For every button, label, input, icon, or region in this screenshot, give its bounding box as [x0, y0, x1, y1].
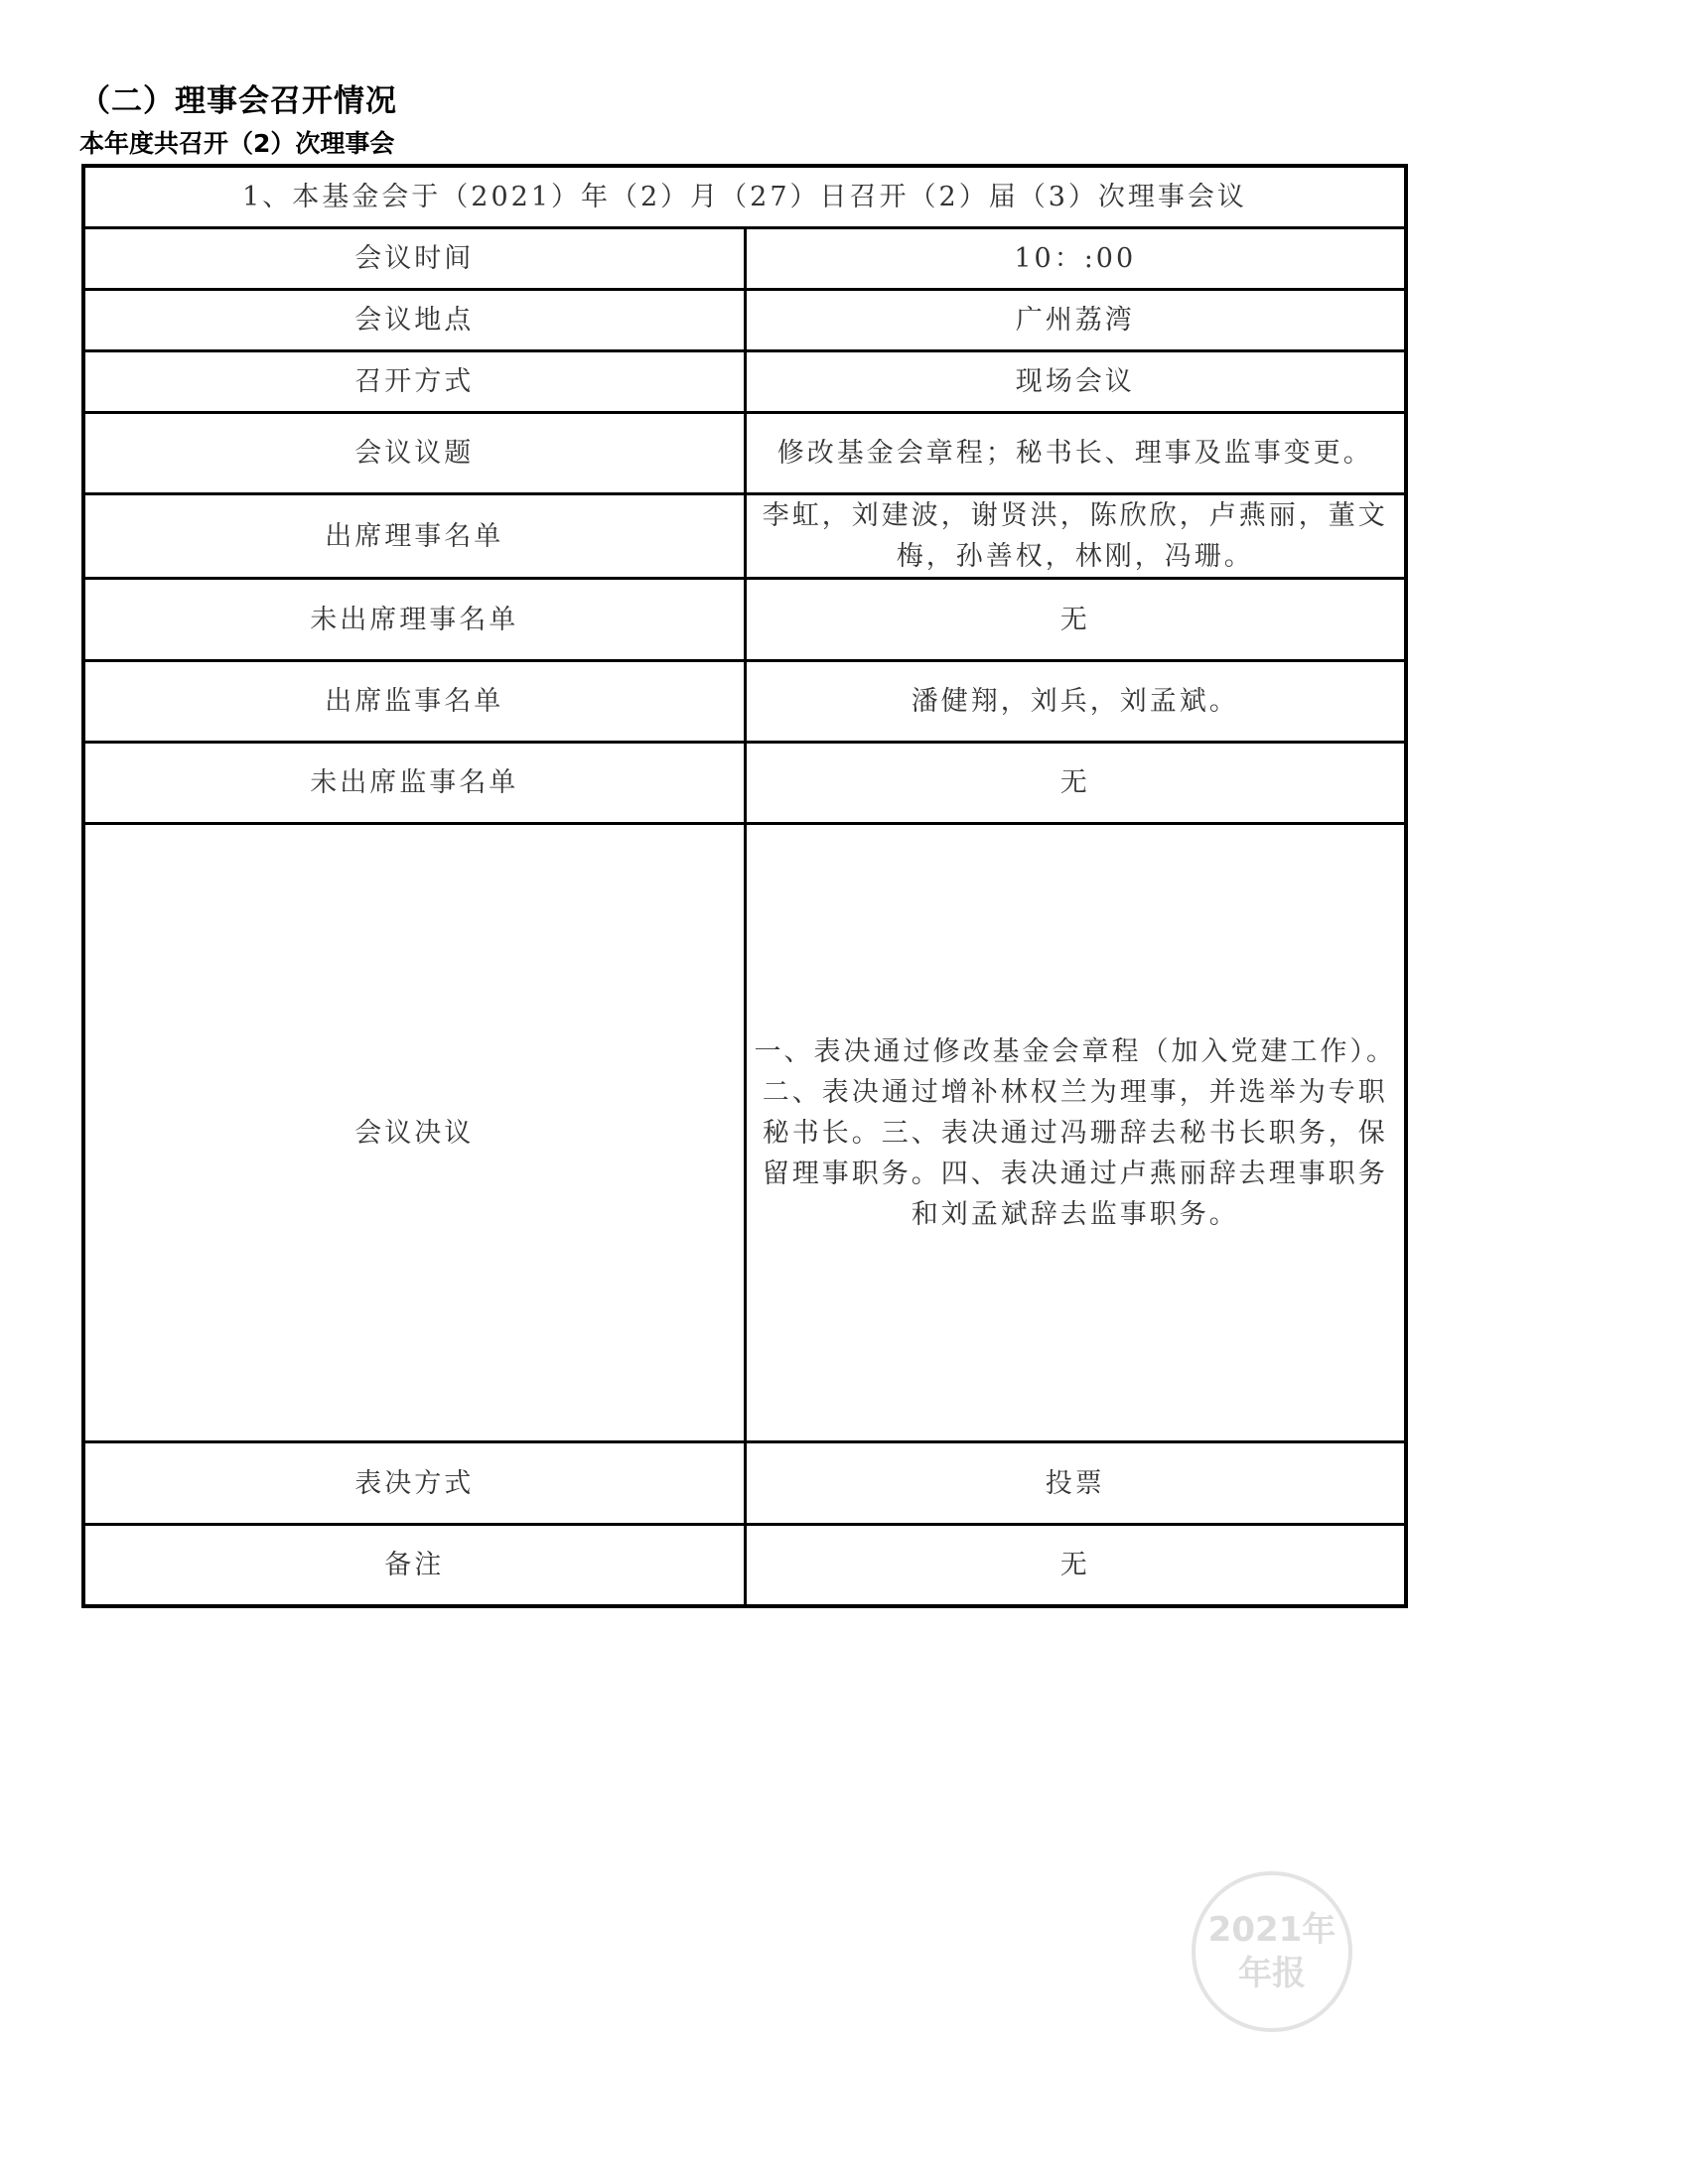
- table-row: [83, 579, 1406, 661]
- table-row: [83, 743, 1406, 824]
- row-label-absent-directors: 未出席理事名单: [83, 579, 745, 661]
- row-label-absent-supervisors: 未出席监事名单: [83, 743, 745, 824]
- row-value-location: 广州荔湾: [745, 290, 1406, 351]
- row-value-absent-supervisors: 无: [745, 743, 1406, 824]
- row-label-format: 召开方式: [83, 351, 745, 413]
- row-label-agenda: 会议议题: [83, 413, 745, 494]
- table-row: [83, 1525, 1406, 1606]
- annual-report-watermark: [1192, 1871, 1352, 2032]
- table-row: [83, 228, 1406, 290]
- row-label-attending-supervisors: 出席监事名单: [83, 661, 745, 743]
- watermark-year: 2021年: [1207, 1910, 1336, 1950]
- table-row: [83, 824, 1406, 1442]
- table-row: [83, 413, 1406, 494]
- meeting-count-subtitle: 本年度共召开（2）次理事会: [79, 129, 395, 158]
- table-header-row: [83, 166, 1406, 228]
- row-label-attending-directors: 出席理事名单: [83, 494, 745, 579]
- meeting-header: 1、本基金会于（2021）年（2）月（27）日召开（2）届（3）次理事会议: [83, 166, 1406, 228]
- row-label-voting-method: 表决方式: [83, 1442, 745, 1525]
- row-value-time: 10：:00: [745, 228, 1406, 290]
- row-label-resolution: 会议决议: [83, 824, 745, 1442]
- row-value-voting-method: 投票: [745, 1442, 1406, 1525]
- watermark-label: 年报: [1238, 1954, 1306, 1993]
- row-value-agenda: 修改基金会章程；秘书长、理事及监事变更。: [745, 413, 1406, 494]
- table-row: [83, 661, 1406, 743]
- row-label-location: 会议地点: [83, 290, 745, 351]
- row-label-time: 会议时间: [83, 228, 745, 290]
- row-value-remarks: 无: [745, 1525, 1406, 1606]
- row-value-resolution: 一、表决通过修改基金会章程（加入党建工作）。二、表决通过增补林权兰为理事，并选举为专职秘书长。三、表决通过冯珊辞去秘书长职务，保留理事职务。四、表决通过卢燕丽辞去理事职务和刘孟斌辞去监事职务。: [745, 824, 1406, 1442]
- table-row: [83, 494, 1406, 579]
- row-value-attending-directors: 李虹，刘建波，谢贤洪，陈欣欣，卢燕丽，董文梅，孙善权，林刚，冯珊。: [745, 494, 1406, 579]
- table-row: [83, 290, 1406, 351]
- table-row: [83, 351, 1406, 413]
- row-value-format: 现场会议: [745, 351, 1406, 413]
- section-title: （二）理事会召开情况: [79, 83, 397, 119]
- table-row: [83, 1442, 1406, 1525]
- board-meeting-table: [81, 164, 1408, 1608]
- row-label-remarks: 备注: [83, 1525, 745, 1606]
- row-value-attending-supervisors: 潘健翔，刘兵，刘孟斌。: [745, 661, 1406, 743]
- row-value-absent-directors: 无: [745, 579, 1406, 661]
